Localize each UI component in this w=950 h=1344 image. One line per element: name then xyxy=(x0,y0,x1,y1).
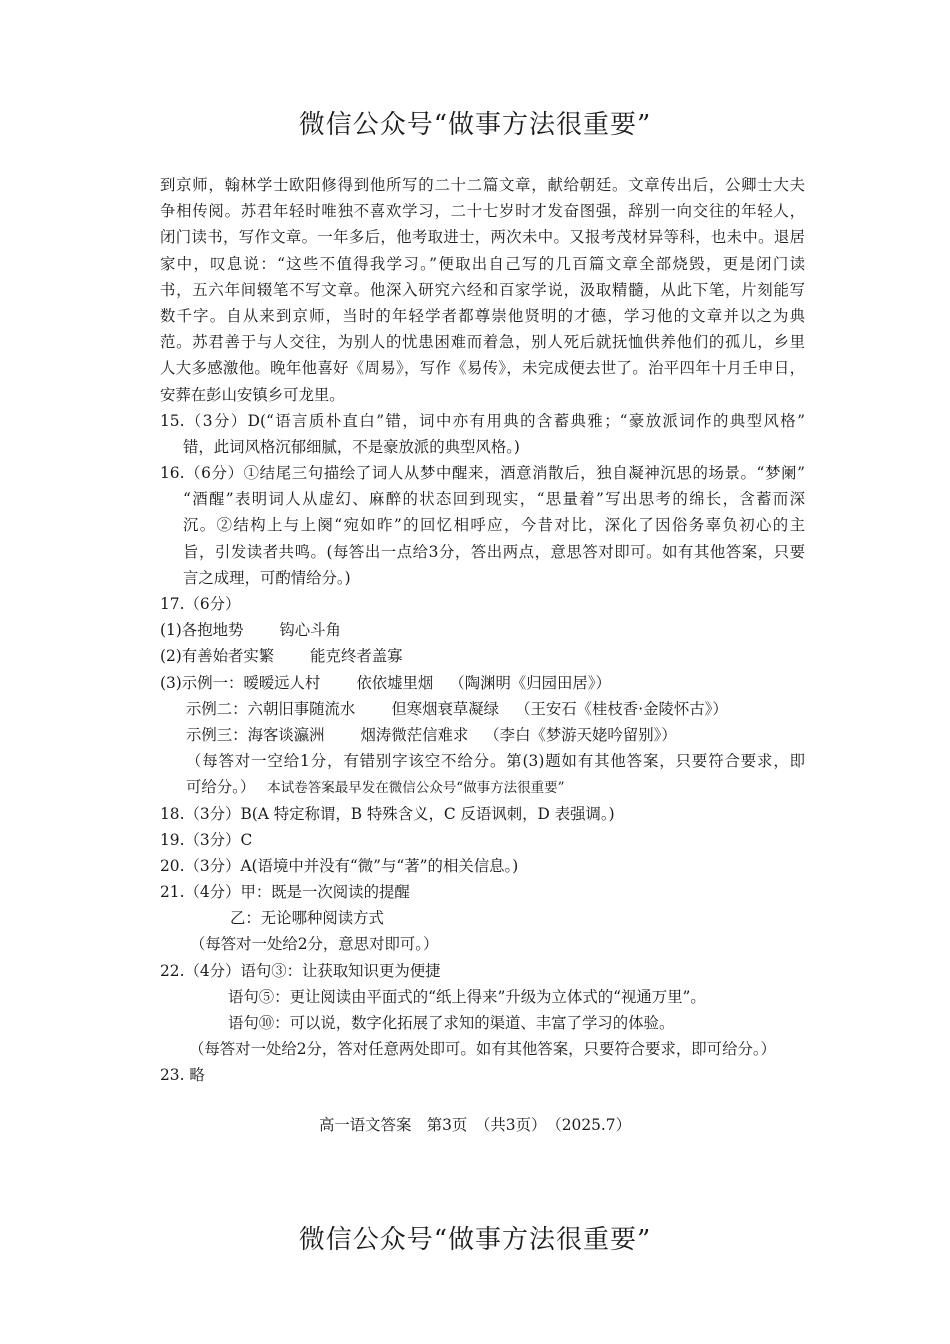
text-line: 言之成理，可酌情给分。) xyxy=(183,568,351,587)
text-line xyxy=(160,643,805,669)
source: （陶渊明《归园田居》） xyxy=(449,673,611,692)
text-line: 22.（4分）语句③：让获取知识更为便捷 xyxy=(160,961,441,980)
text-line: （每答对一空给1分，有错别字该空不给分。第(3)题如有其他答案，只要符合要求，即 xyxy=(186,752,805,771)
source: （李白《梦游天姥吟留别》） xyxy=(484,725,677,744)
text-line: 乙：无论哪种阅读方式 xyxy=(230,909,384,928)
page-footer: 高一语文答案 第3页 （共3页） （2025.7） xyxy=(319,1116,631,1134)
verse: (1)各抱地势 xyxy=(160,621,244,640)
answer-20: 20.（3分）A(语境中并没有“微”与“著”的相关信息。) xyxy=(160,856,519,875)
note-text: 可给分。） xyxy=(186,778,256,797)
answer-18: 18.（3分）B(A 特定称谓，B 特殊含义，C 反语讽刺，D 表强调。) xyxy=(160,804,615,823)
text-line: 16.（6分）①结尾三句描绘了词人从梦中醒来，酒意消散后，独自凝神沉思的场景。“梦阑” xyxy=(160,464,805,483)
text-line: 范。苏君善于与人交往，为别人的忧患困难而着急，别人死后就抚恤供养他们的孤儿，乡里 xyxy=(160,333,805,352)
text-line: 错，此词风格沉郁细腻，不是豪放派的典型风格。) xyxy=(183,437,520,456)
answer-22 xyxy=(160,958,805,1063)
verse: 钩心斗角 xyxy=(279,621,341,640)
text-line: 安葬在彭山安镇乡可龙里。 xyxy=(160,385,345,404)
text-line: （每答对一处给2分，意思对即可。） xyxy=(190,935,439,954)
text-line: 语句⑩：可以说，数字化拓展了求知的渠道、丰富了学习的体验。 xyxy=(228,1014,675,1032)
text-line xyxy=(160,722,805,748)
text-line: 闭门读书，写作文章。一年多后，他考取进士，两次未中。又报考茂材异等科，也未中。退居 xyxy=(160,228,805,247)
text-line: 数千字。自从来到京师，当时的年轻学者都尊崇他贤明的才德，学习他的文章并以之为典 xyxy=(160,306,805,325)
text-line: 家中，叹息说：“这些不值得我学习。”便取出自己写的几百篇文章全部烧毁，更是闭门读 xyxy=(160,254,805,273)
verse: 依依墟里烟 xyxy=(356,673,434,692)
source: （王安石《桂枝香·金陵怀古》） xyxy=(515,699,728,718)
text-line: 争相传阅。苏君年轻时唯独不喜欢学习，二十七岁时才发奋图强，辞别一向交往的年轻人， xyxy=(160,202,805,221)
verse: 烟涛微茫信难求 xyxy=(360,725,469,744)
verse: (3)示例一：暧暧远人村 xyxy=(160,673,321,692)
text-line: 到京师，翰林学士欧阳修得到他所写的二十二篇文章，献给朝廷。文章传出后，公卿士大夫 xyxy=(160,176,805,194)
text-line: 语句⑤：更让阅读由平面式的“纸上得来”升级为立体式的“视通万里”。 xyxy=(228,987,706,1006)
verse: 但寒烟衰草凝绿 xyxy=(391,699,500,718)
text-line: （每答对一处给2分，答对任意两处即可。如有其他答案，只要符合要求，即可给分。） xyxy=(189,1040,776,1059)
text-line: “酒醒”表明词人从虚幻、麻醉的状态回到现实，“思量着”写出思考的绵长，含蓄而深 xyxy=(183,490,805,509)
text-line: 21.（4分）甲：既是一次阅读的提醒 xyxy=(160,883,410,902)
text-line xyxy=(160,670,805,696)
watermark-notice: 本试卷答案最早发在微信公众号“做事方法很重要” xyxy=(267,780,565,797)
verse: 示例二：六朝旧事随流水 xyxy=(186,699,356,718)
answer-15 xyxy=(160,408,805,460)
text-line: 人大多感激他。晚年他喜好《周易》，写作《易传》，未完成便去世了。治平四年十月壬申日， xyxy=(160,359,805,378)
verse: (2)有善始者实繁 xyxy=(160,647,275,666)
answer-16 xyxy=(160,460,805,591)
answer-content xyxy=(160,172,805,1089)
text-line xyxy=(160,774,805,800)
text-line: 沉。②结构上与上阕“宛如昨”的回忆相呼应，今昔对比，深化了因俗务辜负初心的主 xyxy=(183,516,805,535)
watermark-footer: 微信公众号“做事方法很重要” xyxy=(298,1225,652,1255)
text-line: 15.（3分）D(“语言质朴直白”错，词中亦有用典的含蓄典雅；“豪放派词作的典型风格” xyxy=(160,411,805,430)
text-line: 书，五六年间辍笔不写文章。他深入研究六经和百家学说，汲取精髓，从此下笔，片刻能写 xyxy=(160,280,805,299)
answer-21 xyxy=(160,879,805,958)
answer-19: 19.（3分）C xyxy=(160,830,253,849)
answer-23: 23. 略 xyxy=(160,1066,205,1085)
text-line xyxy=(160,617,805,643)
text-line: 旨，引发读者共鸣。(每答出一点给3分，答出两点，意思答对即可。如有其他答案，只要 xyxy=(183,542,805,561)
verse: 示例三：海客谈瀛洲 xyxy=(186,725,325,744)
biography-paragraph xyxy=(160,172,805,408)
text-line xyxy=(160,696,805,722)
text-line: 17.（6分） xyxy=(160,595,241,613)
watermark-header: 微信公众号“做事方法很重要” xyxy=(298,110,652,140)
verse: 能克终者盖寡 xyxy=(310,647,403,666)
answer-17 xyxy=(160,591,805,801)
